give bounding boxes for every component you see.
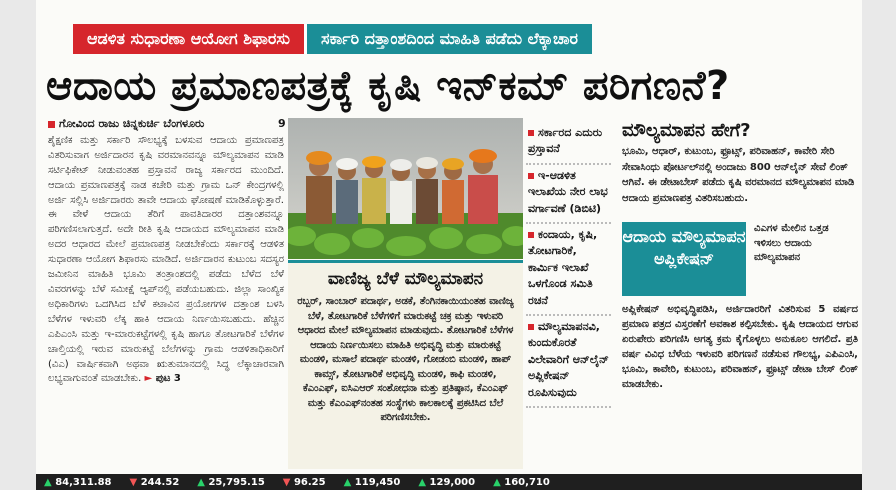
list-item: ಸರ್ಕಾರದ ಎದುರು ಪ್ರಸ್ತಾವನೆ [526,122,611,165]
ticker-item: ▲ 160,710 [493,476,550,488]
top-ribbon [73,24,592,54]
bullet-square-icon [528,130,534,136]
ticker-item: ▲ 84,311.88 [44,476,112,488]
up-arrow-icon: ▲ [197,476,205,488]
list-item: ಇ-ಆಡಳಿತ ಇಲಾಖೆಯ ನೇರ ಲಾಭ ವರ್ಗಾವಣೆ (ಡಿಬಿಟಿ) [526,165,611,224]
bullet-square-icon [528,324,534,330]
list-item: ಕಂದಾಯ, ಕೃಷಿ, ತೋಟಗಾರಿಕೆ, ಕಾರ್ಮಿಕ ಇಲಾಖೆ ಒಳಗೊಂಡ ಸಮಿತಿ ರಚನೆ [526,224,611,316]
down-arrow-icon: ▼ [282,476,291,488]
up-arrow-icon: ▲ [343,476,352,488]
newspaper-page [36,0,862,490]
ribbon-left: ಆಡಳಿತ ಸುಧಾರಣಾ ಆಯೋಗ ಶಿಫಾರಸು [73,24,304,54]
headline: ಆದಾಯ ಪ್ರಮಾಣಪತ್ರಕ್ಕೆ ಕೃಷಿ ಇನ್‌ಕಮ್ ಪರಿಗಣನೆ? [46,63,730,109]
ticker-item: ▲ 25,795.15 [197,476,265,488]
how-evaluation-text: ಭೂಮಿ, ಆಧಾರ್, ಕುಟುಂಬ, ಫ್ರೂಟ್ಸ್, ಪರಿವಾಹನ್, ಕಾವೇರಿ ಸೇರಿ ಸೇವಾಸಿಂಧು ಪೋರ್ಟಲ್‌ನಲ್ಲಿ ಅಂದಾಜು 800 ಆನ್‌ಲೈನ್ ಸೇವೆ ಲಿಂಕ್ ಆಗಿವೆ. ಈ ಡೇಟಾಬೇಸ್ ಪಡೆದು ಕೃಷಿ ವರಮಾನದ ಮೌಲ್ಯಮಾಪನ ಮಾಡಿ ಆದಾಯ ಪ್ರಮಾಣಪತ್ರ ವಿತರಿಸಬಹುದು. [622,146,855,204]
market-ticker [36,474,862,490]
ticker-item: ▼ 96.25 [282,476,326,488]
list-item: ಮೌಲ್ಯಮಾಪನವಿ, ಕುಂದುಕೊರತೆ ವಿಲೇವಾರಿಗೆ ಆನ್‌ಲೈನ್ ಅಪ್ಲಿಕೇಷನ್ ರೂಪಿಸುವುದು [526,316,611,408]
how-evaluation-title: ಮೌಲ್ಯಮಾಪನ ಹೇಗೆ? [622,120,751,141]
farmers-photo-illustration [288,118,523,259]
up-arrow-icon: ▲ [44,476,52,488]
caption-title: ವಾಣಿಜ್ಯ ಬೆಳೆ ಮೌಲ್ಯಮಾಪನ [327,269,484,289]
ticker-item: ▼ 244.52 [129,476,180,488]
byline: ಗೋವಿಂದ ರಾಜು ಚಿನ್ನಕುರ್ಚಿ ಬೆಂಗಳೂರು [48,117,284,132]
article-body: ಶೈಕ್ಷಣಿಕ ಮತ್ತು ಸರ್ಕಾರಿ ಸೌಲಭ್ಯಕ್ಕೆ ಬಳಸುವ ಆದಾಯ ಪ್ರಮಾಣಪತ್ರ ವಿತರಿಸುವಾಗ ಅರ್ಜಿದಾರನ ಕೃಷಿ ವರಮಾನವನ್ನೂ ಮೌಲ್ಯಮಾಪನ ಮಾಡಿ ಸರ್ಟಿಫಿಕೇಟ್ ನೀಡುವಂತಹ ಪ್ರಸ್ತಾವನೆ ರಾಜ್ಯ ಸರ್ಕಾರದ ಮುಂದಿದೆ. ಆದಾಯ ಪ್ರಮಾಣಪತ್ರಕ್ಕೆ ನಾಡ ಕಚೇರಿ ಮತ್ತು ಗ್ರಾಮ ಒನ್ ಕೇಂದ್ರಗಳಲ್ಲಿ ಅರ್ಜಿ ಸಲ್ಲಿಸಿ ಅರ್ಜಿದಾರರು ತಾವೇ ಆದಾಯ ಘೋಷಣೆ ಮಾಡಿಕೊಳ್ಳುತ್ತಾರೆ. ಈ ವೇಳೆ ಆದಾಯ ತೆರಿಗೆ ಪಾವತಿದಾರರ ದತ್ತಾಂಶವನ್ನೂ ಪರಿಗಣಿಸಲಾಗುತ್ತದೆ. ಅದೇ ರೀತಿ ಕೃಷಿ ಆದಾಯದ ಮೌಲ್ಯಮಾಪನ ಮಾಡಿ ಅದರ ಆಧಾರದ ಮೇಲೆ ಪ್ರಮಾಣಪತ್ರ ನೀಡಬೇಕೆಂದು ಸರ್ಕಾರಕ್ಕೆ ಆಡಳಿತ ಸುಧಾರಣಾ ಆಯೋಗ ಶಿಫಾರಸು ಮಾಡಿದೆ. ಅರ್ಜಿದಾರನ ಕುಟುಂಬ ಸದಸ್ಯರ ಜಮೀನಿನ ಮಾಹಿತಿ ಭೂಮಿ ತಂತ್ರಾಂಶದಲ್ಲಿ ಪಡೆದು ಬೆಳೆದ ಬೆಳೆ ವಿವರಗಳನ್ನು ಬೆಳೆ ಸಮೀಕ್ಷೆ ಆ್ಯಪ್‌ನಲ್ಲಿ ಪಡೆಯಬಹುದು. ಜಿಲ್ಲಾ ಸಾಂಖ್ಯಿಕ ಅಧಿಕಾರಿಗಳು ಒದಗಿಸಿದ ಬೆಳೆ ಕಟಾವಿನ ಪ್ರಯೋಗಗಳ ದತ್ತಾಂಶ ಬಳಸಿ ಬೆಳೆಗಳ ಇಳುವರಿ ಲೆಕ್ಕ ಹಾಕಿ ಆದಾಯ ನಿರ್ಣಯಿಸಬಹುದು. ಹೆಚ್ಚಿನ ಎಪಿಎಂಸಿ ಮತ್ತು ಇ-ಮಾರುಕಟ್ಟೆಗಳಲ್ಲಿ ಕೃಷಿ ಹಾಗೂ ತೋಟಗಾರಿಕೆ ಬೆಳೆಗಳ ಚಾಲ್ತಿಯಲ್ಲಿ ಇರುವ ಮಾರುಕಟ್ಟೆ ಬೆಲೆಗಳನ್ನು ಗ್ರಾಮ ಆಡಳಿತಾಧಿಕಾರಿಗೆ (ವಿಎ) ವಾರ್ಷಿಕವಾಗಿ ಅಥವಾ ಋತುಮಾನದಲ್ಲಿ ಸಿದ್ಧ ಲೆಕ್ಕಾಚಾರವಾಗಿ ಲಭ್ಯವಾಗುವಂತೆ ಮಾಡಬೇಕು. ► ಪುಟ 3 [48,134,284,385]
photo-number: 9 [278,117,286,130]
farmers-photo [288,118,523,259]
continued-link[interactable]: ► ಪುಟ 3 [144,373,181,385]
ticker-item: ▲ 119,450 [343,476,401,488]
app-badge: ಆದಾಯ ಮೌಲ್ಯಮಾಪನ ಅಪ್ಲಿಕೇಷನ್ [622,222,746,296]
ticker-item: ▲ 129,000 [418,476,476,488]
app-box [622,222,858,296]
up-arrow-icon: ▲ [493,476,501,488]
bullet-list [526,122,611,470]
app-description: ಅಪ್ಲಿಕೇಷನ್ ಅಭಿವೃದ್ಧಿಪಡಿಸಿ, ಅರ್ಜಿದಾರರಿಗೆ ವಿತರಿಸುವ 5 ವರ್ಷದ ಪ್ರಮಾಣ ಪತ್ರದ ವಿಸ್ತರಣೆಗೆ ಅವಕಾಶ ಕಲ್ಪಿಸಬೇಕು. ಕೃಷಿ ಆದಾಯದ ಆಗುವ ಏರುಪೇರು ಪರಿಗಣಿಸಿ ಅಗತ್ಯ ಕ್ರಮ ಕೈಗೊಳ್ಳಲು ಅನುಕೂಲ ಆಗಲಿದೆ. ಪ್ರತಿ ವರ್ಷ ವಿವಿಧ ಬೆಳೆಯ ಇಳುವರಿ ಪರಿಗಣನೆ ನಡೆಸುವ ಗೌಲಭ್ಯ, ಎಪಿಎಂಸಿ, ಭೂಮಿ, ಕಾವೇರಿ, ಕುಟುಂಬ, ಪರಿವಾಹನ್, ಫ್ರೂಟ್ಸ್ ಡೇಟಾ ಬೇಸ್ ಲಿಂಕ್ ಮಾಡಬೇಕು. [622,304,858,390]
bullet-square-icon [528,173,534,179]
up-arrow-icon: ▲ [418,476,427,488]
ribbon-right: ಸರ್ಕಾರಿ ದತ್ತಾಂಶದಿಂದ ಮಾಹಿತಿ ಪಡೆದು ಲೆಕ್ಕಾಚಾರ [304,24,592,54]
left-column [48,117,284,469]
right-column [622,118,858,470]
play-arrow-icon: ► [144,373,153,385]
caption-text: ರಬ್ಬರ್, ಸಾಂಬಾರ್ ಪದಾರ್ಥ, ಅಡಕೆ, ತೆಂಗಿನಕಾಯಿಯಂತಹ ವಾಣಿಜ್ಯ ಬೆಳೆ, ತೋಟಗಾರಿಕೆ ಬೆಳೆಗಳಿಗೆ ಮಾರುಕಟ್ಟೆ ಚಕ್ರ ಮತ್ತು ಇಳುವರಿ ಆಧಾರದ ಮೇಲೆ ಮೌಲ್ಯಮಾಪನ ಮಾಡುವುದು. ತೋಟಗಾರಿಕೆ ಬೆಳೆಗಳ ಆದಾಯ ನಿರ್ಣಯಿಸಲು ಮಾಹಿತಿ ಅಭಿವೃದ್ಧಿ ಮತ್ತು ಮಾರುಕಟ್ಟೆ ಮಂಡಳಿ, ಮಸಾಲೆ ಪದಾರ್ಥ ಮಂಡಳಿ, ಗೋಡಂಬಿ ಮಂಡಳಿ, ಹಾಪ್ ಕಾಮ್ಸ್, ತೋಟಗಾರಿಕೆ ಅಭಿವೃದ್ಧಿ ಮಂಡಳಿ, ಕಾಫಿ ಮಂಡಳಿ, ಕೆಎಂಎಫ್, ಐಸಿಎಆರ್ ಸಂಶೋಧನಾ ಮತ್ತು ಪ್ರತಿಷ್ಠಾನ, ಕೆಎಂಎಫ್ ಮತ್ತು ಕೆಎಂಎಫ್‌ನಂತಹ ಸಂಸ್ಥೆಗಳು ಕಾಲಕಾಲಕ್ಕೆ ಪ್ರಕಟಿಸಿದ ಬೆಲೆ ಪರಿಗಣಿಸಬೇಕು. [297,296,514,423]
app-side-text: ವಿಎಗಳ ಮೇಲಿನ ಒತ್ತಡ ಇಳಿಸಲು ಆದಾಯ ಮೌಲ್ಯಮಾಪನ [754,223,829,263]
commercial-crop-box [288,260,523,469]
down-arrow-icon: ▼ [129,476,138,488]
bullet-square-icon [528,232,534,238]
bullet-square-icon [48,121,55,128]
